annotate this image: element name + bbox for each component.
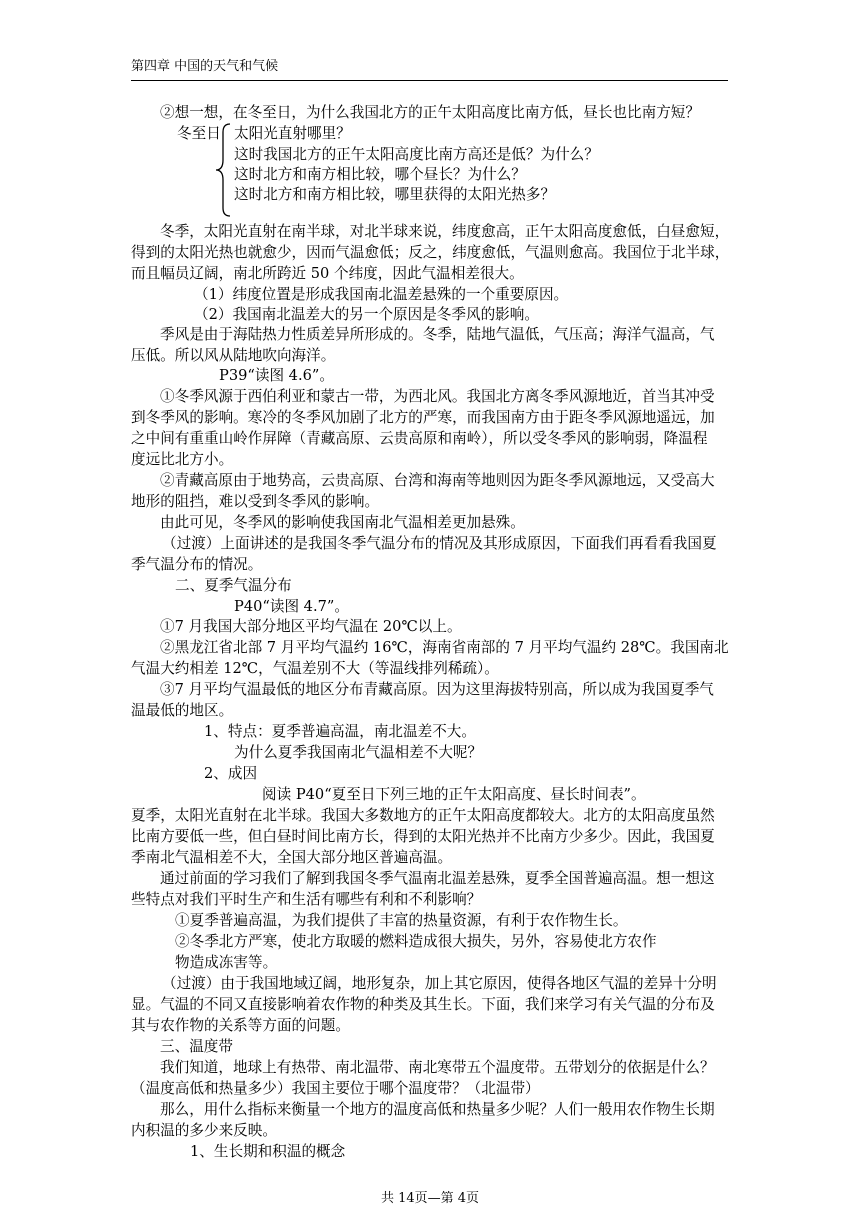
text-line: （1）纬度位置是形成我国南北温差悬殊的一个重要原因。 [194,286,569,303]
text-line: 之中间有重重山岭作屏障（青藏高原、云贵高原和南岭），所以受冬季风的影响弱，降温程 [131,430,708,447]
text-line: 些特点对我们平时生产和生活有哪些有利和不利影响？ [131,891,482,908]
text-line: 由此可见，冬季风的影响使我国南北气温相差更加悬殊。 [160,514,525,531]
text-line: ②青藏高原由于地势高，云贵高原、台湾和海南等地则因为距冬季风源地远，又受高大 [160,472,715,489]
text-line: 冬季，太阳光直射在南半球，对北半球来说，纬度愈高，正午太阳高度愈低，白昼愈短， [160,223,730,240]
text-line: （过渡）由于我国地域辽阔，地形复杂，加上其它原因，使得各地区气温的差异十分明 [162,975,717,992]
text-line: （温度高低和热量多少）我国主要位于哪个温度带？（北温带） [131,1080,540,1097]
text-line: （2）我国南北温差大的另一个原因是冬季风的影响。 [194,306,539,323]
text-line: 那么，用什么指标来衡量一个地方的温度高低和热量多少呢？人们一般用农作物生长期 [160,1101,715,1118]
text-line: 比南方要低一些，但白昼时间比南方长，得到的太阳光热并不比南方少多少。因此，我国夏 [131,828,715,845]
text-line: 物造成冻害等。 [175,954,278,971]
text-line: ②冬季北方严寒，使北方取暖的燃料造成很大损失，另外，容易使北方农作 [175,933,657,950]
text-line: 通过前面的学习我们了解到我国冬季气温南北温差悬殊，夏季全国普遍高温。想一想这 [160,870,715,887]
text-line: 季风是由于海陆热力性质差异所形成的。冬季，陆地气温低，气压高；海洋气温高，气 [160,326,715,343]
text-line: 这时北方和南方相比较，哪里获得的太阳光热多？ [234,186,556,203]
text-line: 太阳光直射哪里？ [234,125,351,142]
text-line: ②黑龙江省北部 7 月平均气温约 16℃，海南省南部的 7 月平均气温约 28℃。我国南北 [160,639,729,656]
text-line: 季南北气温相差不大，全国大部分地区普遍高温。 [131,849,453,866]
text-line: 其与农作物的关系等方面的问题。 [131,1017,350,1034]
text-line: 这时我国北方的正午太阳高度比南方高还是低？为什么？ [234,146,599,163]
text-line: 得到的太阳光热也就愈少，因而气温愈低；反之，纬度愈低，气温则愈高。我国位于北半球， [131,244,730,261]
text-line: ③7 月平均气温最低的地区分布青藏高原。因为这里海拔特别高，所以成为我国夏季气 [160,681,714,698]
text-line: 气温大约相差 12℃，气温差别不大（等温线排列稀疏）。 [131,660,499,677]
text-line: 我们知道，地球上有热带、南北温带、南北寒带五个温度带。五带划分的依据是什么？ [160,1059,715,1076]
text-line: 冬至日 [177,125,221,142]
text-line: ②想一想，在冬至日，为什么我国北方的正午太阳高度比南方低，昼长也比南方短？ [160,104,700,121]
text-line: 度远比北方小。 [131,451,234,468]
page-footer: 共 14页—第 4页 [380,1191,480,1206]
text-line: P39“读图 4.6”。 [219,367,334,384]
text-line: 1、特点：夏季普遍高温，南北温差不大。 [204,723,476,740]
section-heading: 二、夏季气温分布 [175,577,292,594]
text-line: （过渡）上面讲述的是我国冬季气温分布的情况及其形成原因，下面我们再看看我国夏 [162,535,717,552]
text-line: 内积温的多少来反映。 [131,1122,277,1139]
text-line: 压低。所以风从陆地吹向海洋。 [131,347,336,364]
text-line: 温最低的地区。 [131,702,234,719]
text-line: 而且幅员辽阔，南北所跨近 50 个纬度，因此气温相差很大。 [131,265,524,282]
text-line: ①7 月我国大部分地区平均气温在 20℃以上。 [160,618,462,635]
text-line: P40“读图 4.7”。 [234,598,349,615]
curly-brace [214,122,234,218]
subsection-heading: 1、生长期和积温的概念 [190,1143,346,1160]
text-line: 地形的阻挡，难以受到冬季风的影响。 [131,493,380,510]
text-line: 显。气温的不同又直接影响着农作物的种类及其生长。下面，我们来学习有关气温的分布及 [131,996,715,1013]
text-line: ①夏季普遍高温，为我们提供了丰富的热量资源，有利于农作物生长。 [175,912,628,929]
text-line: 2、成因 [204,765,258,782]
text-line: 阅读 P40“夏至日下列三地的正午太阳高度、昼长时间表”。 [262,786,646,803]
text-line: 季气温分布的情况。 [131,556,263,573]
section-heading: 三、温度带 [160,1038,233,1055]
text-line: 这时北方和南方相比较，哪个昼长？为什么？ [234,166,526,183]
header-rule [131,80,728,81]
text-line: 到冬季风的影响。寒冷的冬季风加剧了北方的严寒，而我国南方由于距冬季风源地遥远，加 [131,409,715,426]
running-header: 第四章 中国的天气和气候 [131,59,279,74]
text-line: 夏季，太阳光直射在北半球。我国大多数地方的正午太阳高度都较大。北方的太阳高度虽然 [131,807,715,824]
text-line: ①冬季风源于西伯利亚和蒙古一带，为西北风。我国北方离冬季风源地近，首当其冲受 [160,388,715,405]
text-line: 为什么夏季我国南北气温相差不大呢？ [234,744,483,761]
